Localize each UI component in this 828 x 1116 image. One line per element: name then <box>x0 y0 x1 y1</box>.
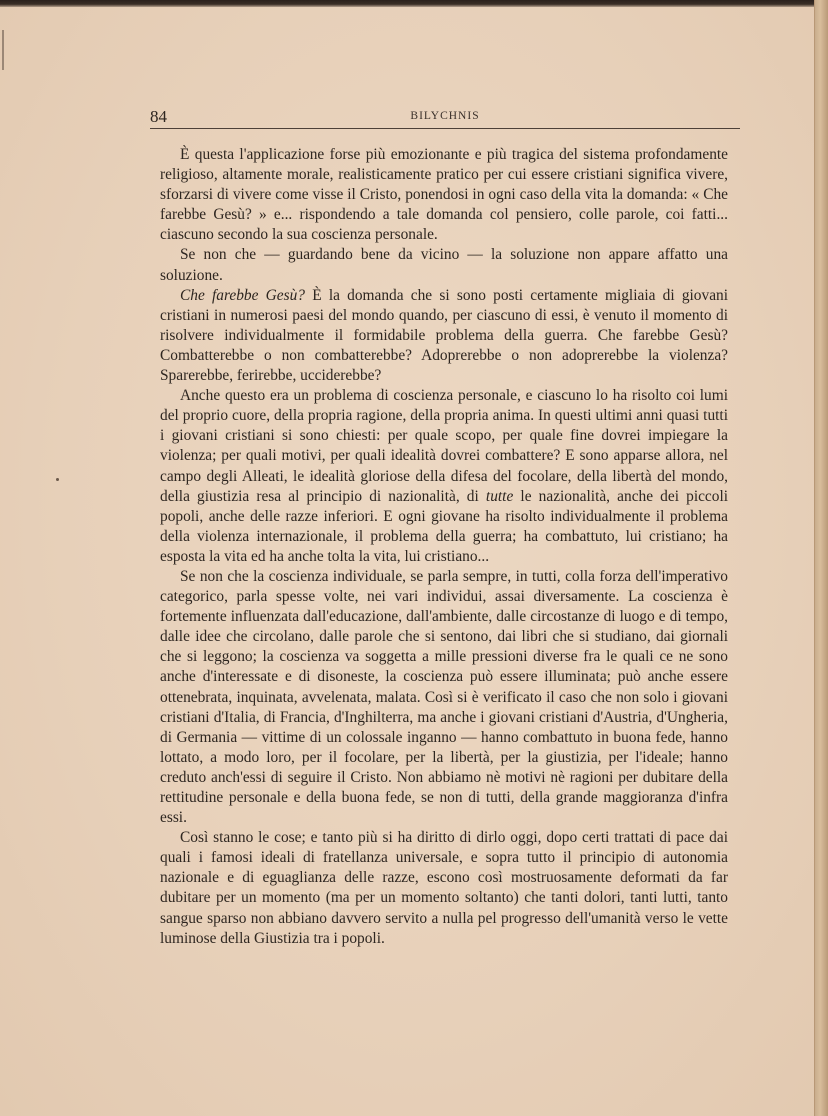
paragraph-text: Così stanno le cose; e tanto più si ha diritto di dirlo oggi, dopo certi trattati di pace dai quali i famosi ideali di fratellanza universale, e sopra tutto il principio di autonomia nazionale e di eguaglianza delle razze, escono così mostruosamente deformati da far dubitare per un momento (ma per un momento soltanto) che tanti dolori, tanti lutti, tanto sangue sparso non abbiano davvero servito a nulla pel progresso dell'umanità verso le vette luminose della Giustizia tra i popoli. <box>160 829 728 947</box>
header-rule <box>150 128 740 129</box>
running-title: BILYCHNIS <box>410 110 480 122</box>
paragraph-text: È questa l'applicazione forse più emozionante e più tragica del sistema profondamente religioso, altamente morale, realisticamente pratico per cui essere cristiani significa vivere, sforzarsi di vivere come visse il Cristo, ponendosi in ogni caso della vita la domanda: « Che farebbe Gesù? » e... rispondendo a tale domanda col pensiero, colle parole, coi fatti... ciascuno secondo la sua coscienza personale. <box>160 146 728 244</box>
ink-speck <box>56 478 59 481</box>
paragraph-text: Se non che la coscienza individuale, se parla sempre, in tutti, colla forza dell'imperativo categorico, parla spesse volte, nei vari individui, assai diversamente. La coscienza è fortemente influenzata dall'educazione, dall'ambiente, dalle circostanze di luogo e di tempo, dalle idee che circolano, dalle parole che si sentono, dai libri che si studiano, dai giornali che si leggono; la coscienza va soggetta a mille pressioni diverse fra le quali ce ne sono anche d'interessate e di disoneste, la coscienza può essere illuminata; può anche essere ottenebrata, inquinata, avvelenata, malata. Così si è verificato il caso che non solo i giovani cristiani d'Italia, di Francia, d'Inghilterra, ma anche i giovani cristiani d'Austria, d'Ungheria, di Germania — vittime di un colossale inganno — hanno combattuto in buona fede, hanno lottato, a modo loro, per il focolare, per la libertà, per la giustizia, per l'ideale; hanno creduto anch'essi di seguire il Cristo. Non abbiamo nè motivi nè ragioni per dubitare della rettitudine personale e della buona fede, se non di tutti, della grande maggioranza d'infra essi. <box>160 567 728 827</box>
paragraph-4 <box>160 386 728 567</box>
paragraph-1 <box>160 145 728 245</box>
page-header <box>150 107 740 127</box>
body-text <box>160 145 728 949</box>
paragraph-2 <box>160 245 728 285</box>
italic-word: tutte <box>485 487 514 505</box>
page-top-edge <box>0 0 828 7</box>
paragraph-5 <box>160 567 728 828</box>
page-right-edge <box>814 0 828 1116</box>
paragraph-text: Anche questo era un problema di coscienza personale, e ciascuno lo ha risolto coi lumi del proprio cuore, della propria ragione, della propria anima. In questi ultimi anni quasi tutti i giovani cristiani si sono chiesti: per quale scopo, per quale fine dovrei impiegare la violenza; per quali motivi, per quali idealità dovrei combattere? E sono apparse allora, nel campo degli Alleati, le idealità gloriose della difesa del focolare, della libertà del mondo, della giustizia resa al principio di nazionalità, di <box>160 387 728 505</box>
paragraph-text: le nazionalità, anche dei piccoli popoli, anche delle razze inferiori. E ogni giovane ha risolto individualmente il problema della violenza internazionale, il problema della guerra; ha combattuto, lui cristiano; ha esposta la vita ed ha anche tolta la vita, lui cristiano... <box>160 487 729 565</box>
page-left-mark <box>2 30 4 70</box>
page-number: 84 <box>150 107 167 126</box>
paragraph-text: Se non che — guardando bene da vicino — la soluzione non appare affatto una soluzione. <box>160 246 728 284</box>
italic-lead: Che farebbe Gesù? <box>180 286 305 304</box>
paragraph-text: È la domanda che si sono posti certamente migliaia di giovani cristiani in numerosi paesi del mondo quando, per ciascuno di essi, è venuto il momento di risolvere individualmente il formidabile problema della guerra. Che farebbe Gesù? Combatterebbe o non combatterebbe? Adoprerebbe o non adoprerebbe la violenza? Sparerebbe, ferirebbe, ucciderebbe? <box>160 286 728 385</box>
paragraph-6 <box>160 828 728 949</box>
paragraph-3 <box>160 286 728 386</box>
